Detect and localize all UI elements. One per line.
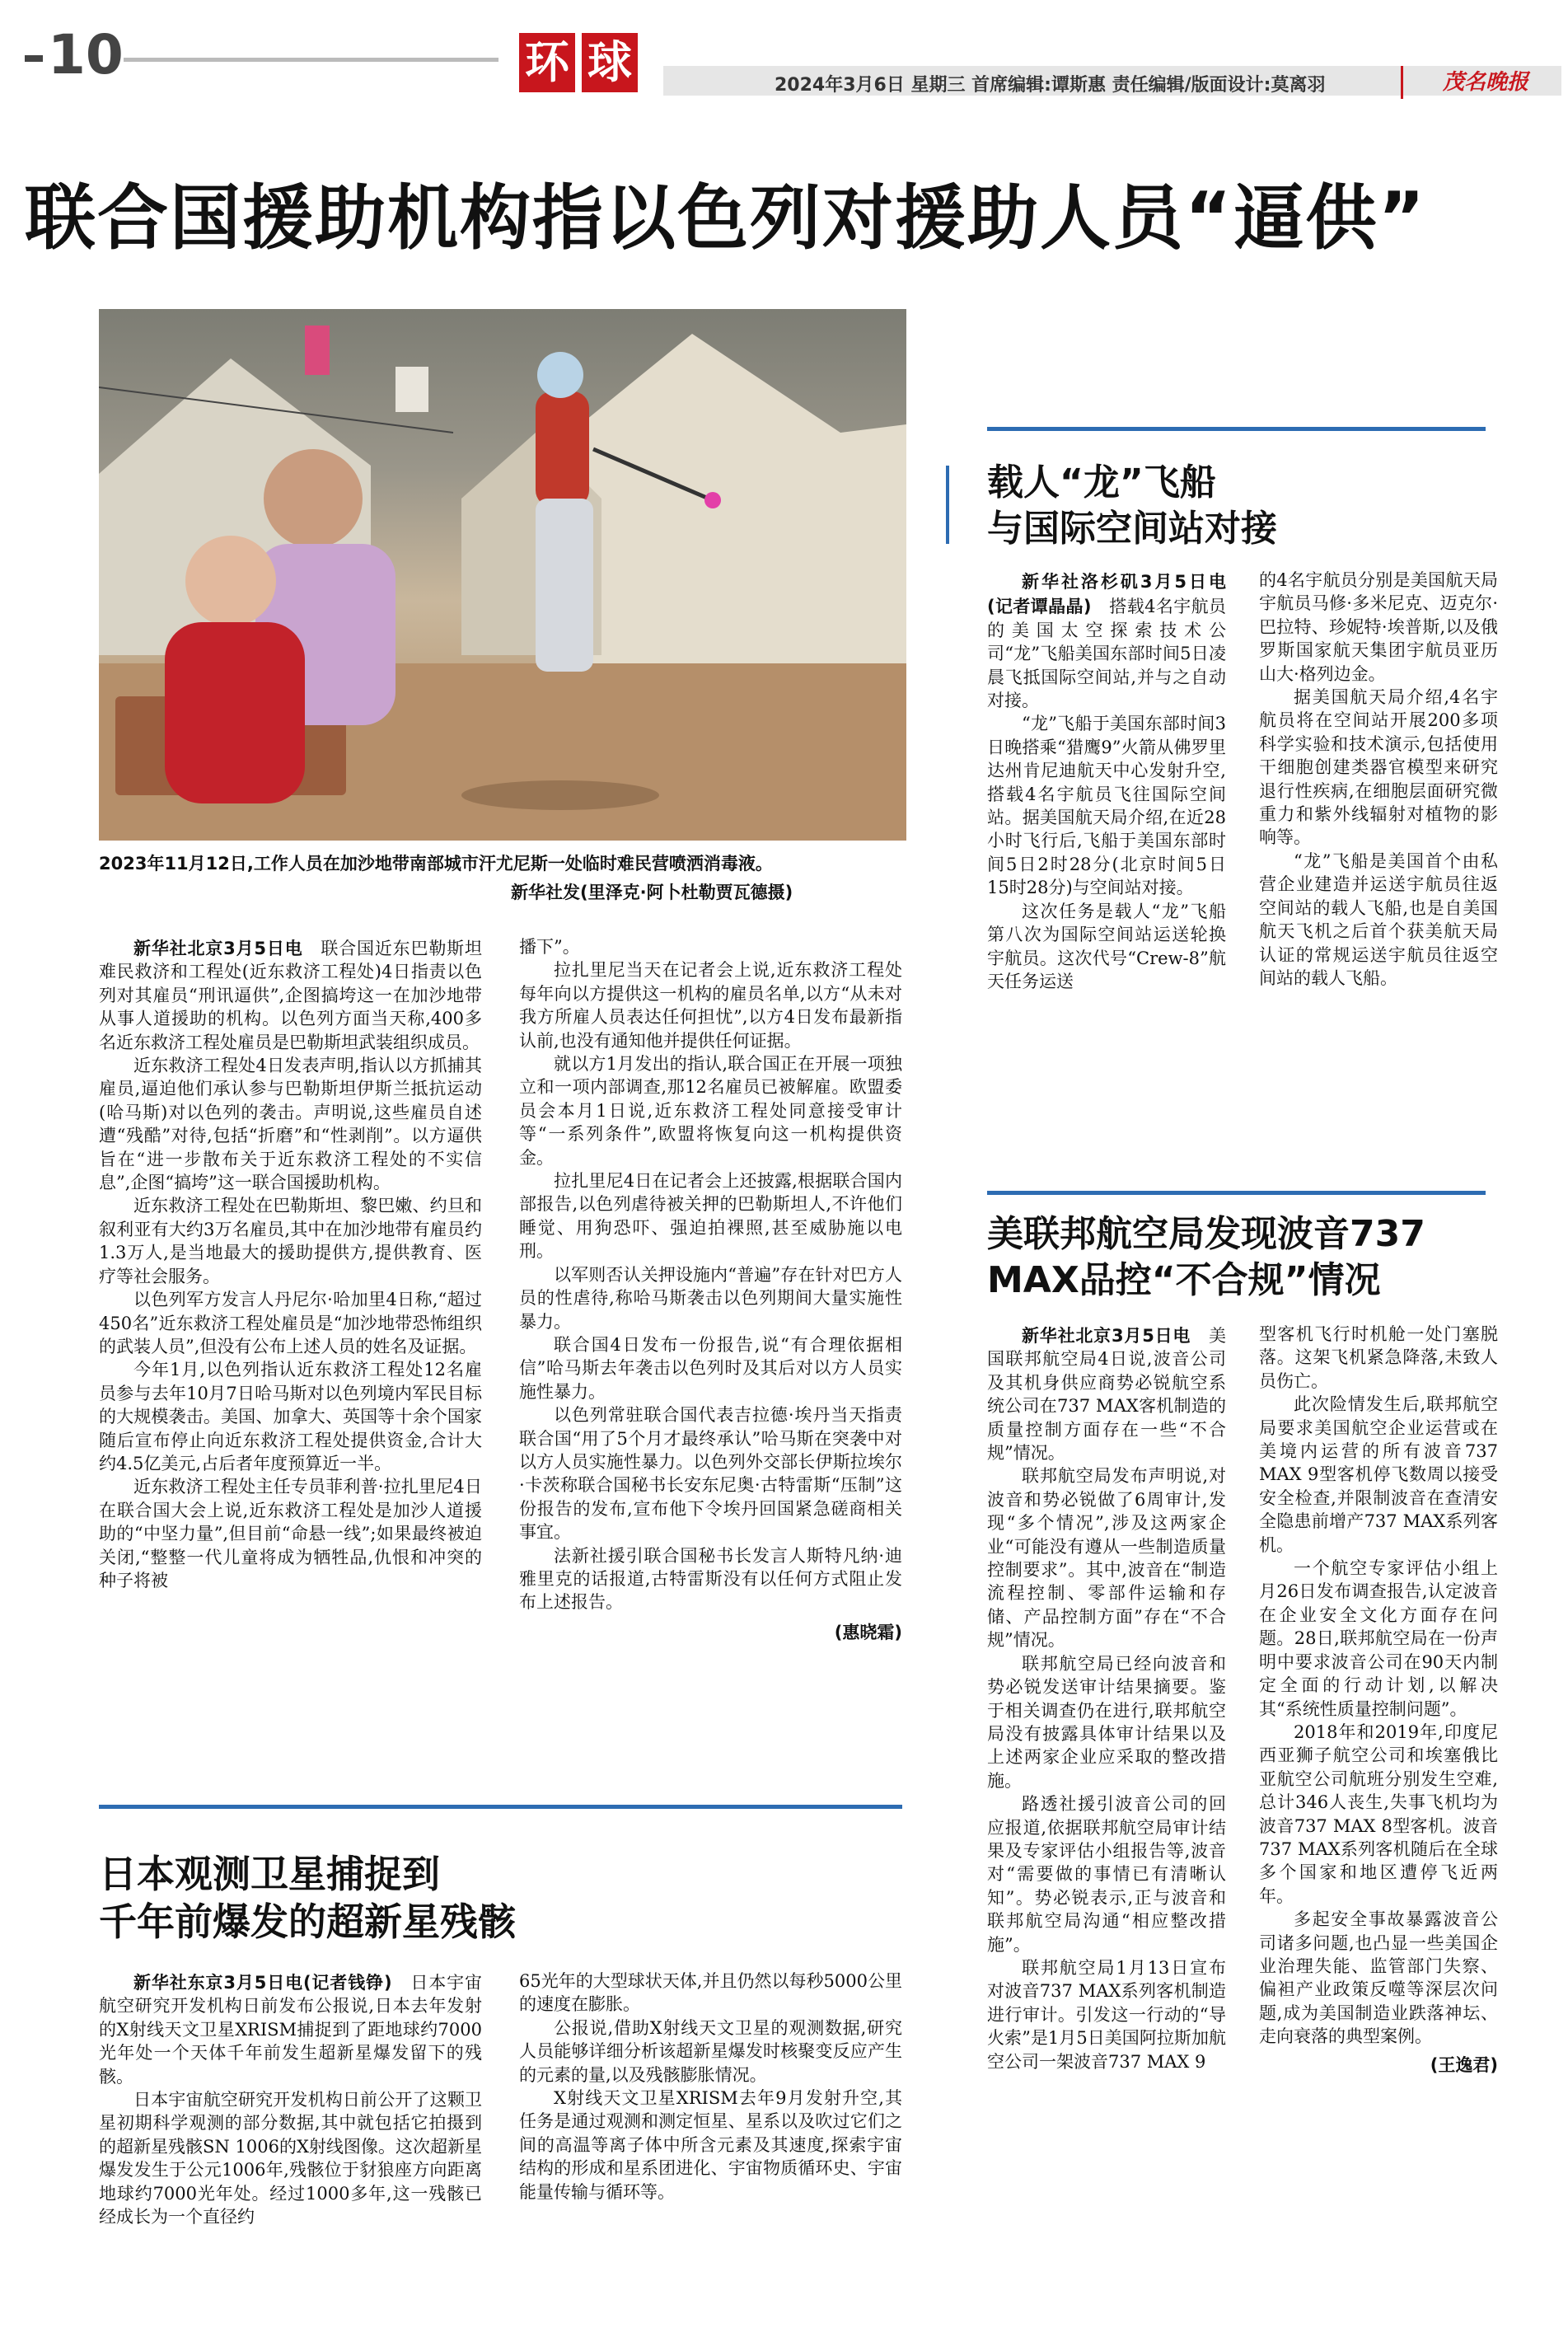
news-photo [99, 309, 906, 841]
article4-col-2 [519, 1970, 902, 2204]
paragraph: 拉扎里尼4日在记者会上还披露,根据联合国内部报告,以色列虐待被关押的巴勒斯坦人,不许他们睡觉、用狗恐吓、强迫拍裸照,甚至威胁施以电刑。 [519, 1171, 902, 1262]
article2-col-2 [1259, 569, 1498, 990]
article3-col-1 [987, 1323, 1226, 2073]
paragraph: X射线天文卫星XRISM去年9月发射升空,其任务是通过观测和测定恒星、星系以及吹过它们之间的高温等离子体中所含元素及其速度,探索宇宙结构的形成和星系团进化、宇宙物质循环史、宇宙能量传输与循环等。 [519, 2088, 902, 2202]
main-article-col-2 [519, 935, 902, 1644]
main-article-col-1 [99, 935, 482, 1592]
byline: (惠晓霜) [834, 1622, 902, 1642]
paragraph: 日本宇宙航空研究开发机构日前公开了这颗卫星初期科学观测的部分数据,其中就包括它拍摄到的超新星残骸SN 1006的X射线图像。这次超新星爆发发生于公元1006年,残骸位于豺狼座方向距离地球约7000光年处。经过1000多年,这一残骸已经成长为一个直径约 [99, 2090, 482, 2227]
paragraph: 新华社北京3月5日电 美国联邦航空局4日说,波音公司及其机身供应商势必锐航空系统公司在737 MAX客机制造的质量控制方面存在一些“不合规”情况。 [987, 1326, 1226, 1464]
article3-title: 美联邦航空局发现波音737 MAX品控“不合规”情况 [987, 1213, 1425, 1301]
title-accent-bar [946, 466, 949, 544]
section-label-char-1: 环 [519, 33, 575, 92]
paragraph: “龙”飞船是美国首个由私营企业建造并运送宇航员往返空间站的载人飞船,也是自美国航天飞机之后首个获美航天局认证的常规运送宇航员往返空间站的载人飞船。 [1259, 850, 1498, 988]
paragraph: 联合国4日发布一份报告,说“有合理依据相信”哈马斯去年袭击以色列时及其后对以方人员实施性暴力。 [519, 1334, 902, 1402]
paragraph: 新华社东京3月5日电(记者钱铮) 日本宇宙航空研究开发机构日前发布公报说,日本去年发射的X射线天文卫星XRISM捕捉到了距地球约7000光年处一个天体千年前发生超新星爆发留下的残骸。 [99, 1973, 483, 2087]
paragraph: 播下”。 [519, 937, 580, 957]
date-line: 2024年3月6日 星期三 首席编辑:谭斯惠 责任编辑/版面设计:莫离羽 [775, 75, 1326, 96]
paragraph: 联邦航空局发布声明说,对波音和势必锐做了6周审计,发现“多个情况”,涉及这两家企业“可能没有遵从一些制造质量控制要求”。其中,波音在“制造流程控制、零部件运输和存储、产品控制方面”存在“不合规”情况。 [987, 1466, 1226, 1651]
paragraph: 这次任务是载人“龙”飞船第八次为国际空间站运送轮换宇航员。这次代号“Crew-8”航天任务运送 [987, 901, 1226, 991]
paragraph: 拉扎里尼当天在记者会上说,近东救济工程处每年向以方提供这一机构的雇员名单,以方“从未对我方所雇人员表达任何担忧”,以方4日发布最新指认前,也没有通知他并提供任何证据。 [519, 960, 902, 1051]
section-label-char-2: 球 [582, 33, 638, 92]
section-divider [987, 1191, 1486, 1195]
paragraph: “龙”飞船于美国东部时间3日晚搭乘“猎鹰9”火箭从佛罗里达州肯尼迪航天中心发射升空,搭载4名宇航员飞往国际空间站。据美国航天局介绍,在近28小时飞行后,飞船于美国东部时间5日2时28分(北京时间5日15时28分)与空间站对接。 [987, 714, 1226, 898]
paragraph: 新华社洛杉矶3月5日电(记者谭晶晶) 搭载4名宇航员的美国太空探索技术公司“龙”飞船美国东部时间5日凌晨飞抵国际空间站,并与之自动对接。 [987, 572, 1226, 711]
paragraph: 一个航空专家评估小组上月26日发布调查报告,认定波音在企业安全文化方面存在问题。28日,联邦航空局在一份声明中要求波音公司在90天内制定全面的行动计划,以解决其“系统性质量控制问题”。 [1259, 1558, 1498, 1719]
byline: (王逸君) [1430, 2054, 1498, 2075]
paragraph: 法新社援引联合国秘书长发言人斯特凡纳·迪雅里克的话报道,古特雷斯没有以任何方式阻止发布上述报告。 [519, 1545, 902, 1613]
paragraph: 据美国航天局介绍,4名宇航员将在空间站开展200多项科学实验和技术演示,包括使用干细胞创建类器官模型来研究退行性疾病,在细胞层面研究微重力和紫外线辐射对植物的影响等。 [1259, 687, 1498, 848]
paragraph: 近东救济工程处在巴勒斯坦、黎巴嫩、约旦和叙利亚有大约3万名雇员,其中在加沙地带有雇员约1.3万人,是当地最大的援助提供方,提供教育、医疗等社会服务。 [99, 1196, 482, 1286]
paragraph: 以色列常驻联合国代表吉拉德·埃丹当天指责联合国“用了5个月才最终承认”哈马斯在突袭中对以方人员实施性暴力。以色列外交部长伊斯拉埃尔·卡茨称联合国秘书长安东尼奥·古特雷斯“压制”这份报告的发布,宣布他下令埃丹回国紧急磋商相关事宜。 [519, 1405, 902, 1543]
paragraph: 新华社北京3月5日电 联合国近东巴勒斯坦难民救济和工程处(近东救济工程处)4日指责以色列对其雇员“刑讯逼供”,企图搞垮这一在加沙地带从事人道援助的机构。以色列方面当天称,400多名近东救济工程处雇员是巴勒斯坦武装组织成员。 [99, 939, 482, 1052]
paragraph: 此次险情发生后,联邦航空局要求美国航空企业运营或在美境内运营的所有波音737 MAX 9型客机停飞数周以接受安全检查,并限制波音在查清安全隐患前增产737 MAX系列客机。 [1259, 1394, 1498, 1555]
paragraph: 路透社援引波音公司的回应报道,依据联邦航空局审计结果及专家评估小组报告等,波音对“需要做的事情已有清晰认知”。势必锐表示,正与波音和联邦航空局沟通“相应整改措施”。 [987, 1794, 1226, 1955]
masthead-logo: 茂名晚报 [1401, 66, 1568, 99]
article2-title: 载人“龙”飞船 与国际空间站对接 [987, 461, 1277, 550]
paragraph: 型客机飞行时机舱一处门塞脱落。这架飞机紧急降落,未致人员伤亡。 [1259, 1324, 1498, 1391]
paragraph: 就以方1月发出的指认,联合国正在开展一项独立和一项内部调查,那12名雇员已被解雇。欧盟委员会本月1日说,近东救济工程处同意接受审计等“一系列条件”,欧盟将恢复向这一机构提供资金。 [519, 1054, 902, 1168]
paragraph: 近东救济工程处4日发表声明,指认以方抓捕其雇员,逼迫他们承认参与巴勒斯坦伊斯兰抵抗运动(哈马斯)对以色列的袭击。声明说,这些雇员自述遭“残酷”对待,包括“折磨”和“性剥削”。以方逼供旨在“进一步散布关于近东救济工程处的不实信息”,企图“搞垮”这一联合国援助机构。 [99, 1056, 482, 1193]
paragraph: 2018年和2019年,印度尼西亚狮子航空公司和埃塞俄比亚航空公司航班分别发生空难,总计346人丧生,失事飞机均为波音737 MAX 8型客机。波音737 MAX系列客机随后在全球多个国家和地区遭停飞近两年。 [1259, 1721, 1498, 1906]
paragraph: 65光年的大型球状天体,并且仍然以每秒5000公里的速度在膨胀。 [519, 1971, 902, 2015]
section-divider [987, 427, 1486, 431]
paragraph: 联邦航空局1月13日宣布对波音737 MAX系列客机制造进行审计。引发这一行动的“导火索”是1月5日美国阿拉斯加航空公司一架波音737 MAX 9 [987, 1957, 1226, 2072]
photo-illustration [99, 309, 906, 841]
photo-caption: 2023年11月12日,工作人员在加沙地带南部城市汗尤尼斯一处临时难民营喷洒消毒液。 [99, 854, 773, 874]
article4-title: 日本观测卫星捕捉到 千年前爆发的超新星残骸 [99, 1852, 516, 1944]
article3-col-2 [1259, 1323, 1498, 2077]
paragraph: 今年1月,以色列指认近东救济工程处12名雇员参与去年10月7日哈马斯对以色列境内军民目标的大规模袭击。美国、加拿大、英国等十余个国家随后宣布停止向近东救济工程处提供资金,合计大约4.5亿美元,占后者年度预算近一半。 [99, 1360, 482, 1473]
paragraph: 的4名宇航员分别是美国航天局宇航员马修·多米尼克、迈克尔·巴拉特、珍妮特·埃普斯,以及俄罗斯国家航天集团宇航员亚历山大·格列边金。 [1259, 570, 1498, 684]
paragraph: 近东救济工程处主任专员菲利普·拉扎里尼4日在联合国大会上说,近东救济工程处是加沙人道援助的“中坚力量”,但目前“命悬一线”;如果最终被迫关闭,“整整一代儿童将成为牺牲品,仇恨和冲突的种子将被 [99, 1477, 482, 1590]
header-rule [124, 58, 498, 62]
article2-col-1 [987, 569, 1226, 993]
paragraph: 联邦航空局已经向波音和势必锐发送审计结果摘要。鉴于相关调查仍在进行,联邦航空局没有披露具体审计结果以及上述两家企业应采取的整改措施。 [987, 1653, 1226, 1791]
paragraph: 公报说,借助X射线天文卫星的观测数据,研究人员能够详细分析该超新星爆发时核聚变反应产生的元素的量,以及残骸膨胀情况。 [519, 2017, 902, 2085]
section-divider [99, 1805, 902, 1809]
photo-credit: 新华社发(里泽克·阿卜杜勒贾瓦德摄) [511, 883, 793, 902]
paragraph: 多起安全事故暴露波音公司诸多问题,也凸显一些美国企业治理失能、监管部门失察、偏袒产业政策反噬等深层次问题,成为美国制造业跌落神坛、走向衰落的典型案例。 [1259, 1909, 1498, 2047]
article4-col-1 [99, 1970, 482, 2228]
paragraph: 以军则否认关押设施内“普遍”存在针对巴方人员的性虐待,称哈马斯袭击以色列期间大量实施性暴力。 [519, 1264, 902, 1332]
main-headline: 联合国援助机构指以色列对援助人员“逼供” [25, 177, 1427, 260]
paragraph: 以色列军方发言人丹尼尔·哈加里4日称,“超过450名”近东救济工程处雇员是“加沙地带恐怖组织的武装人员”,但没有公布上述人员的姓名及证据。 [99, 1290, 482, 1356]
page-number: 10 [25, 23, 124, 87]
